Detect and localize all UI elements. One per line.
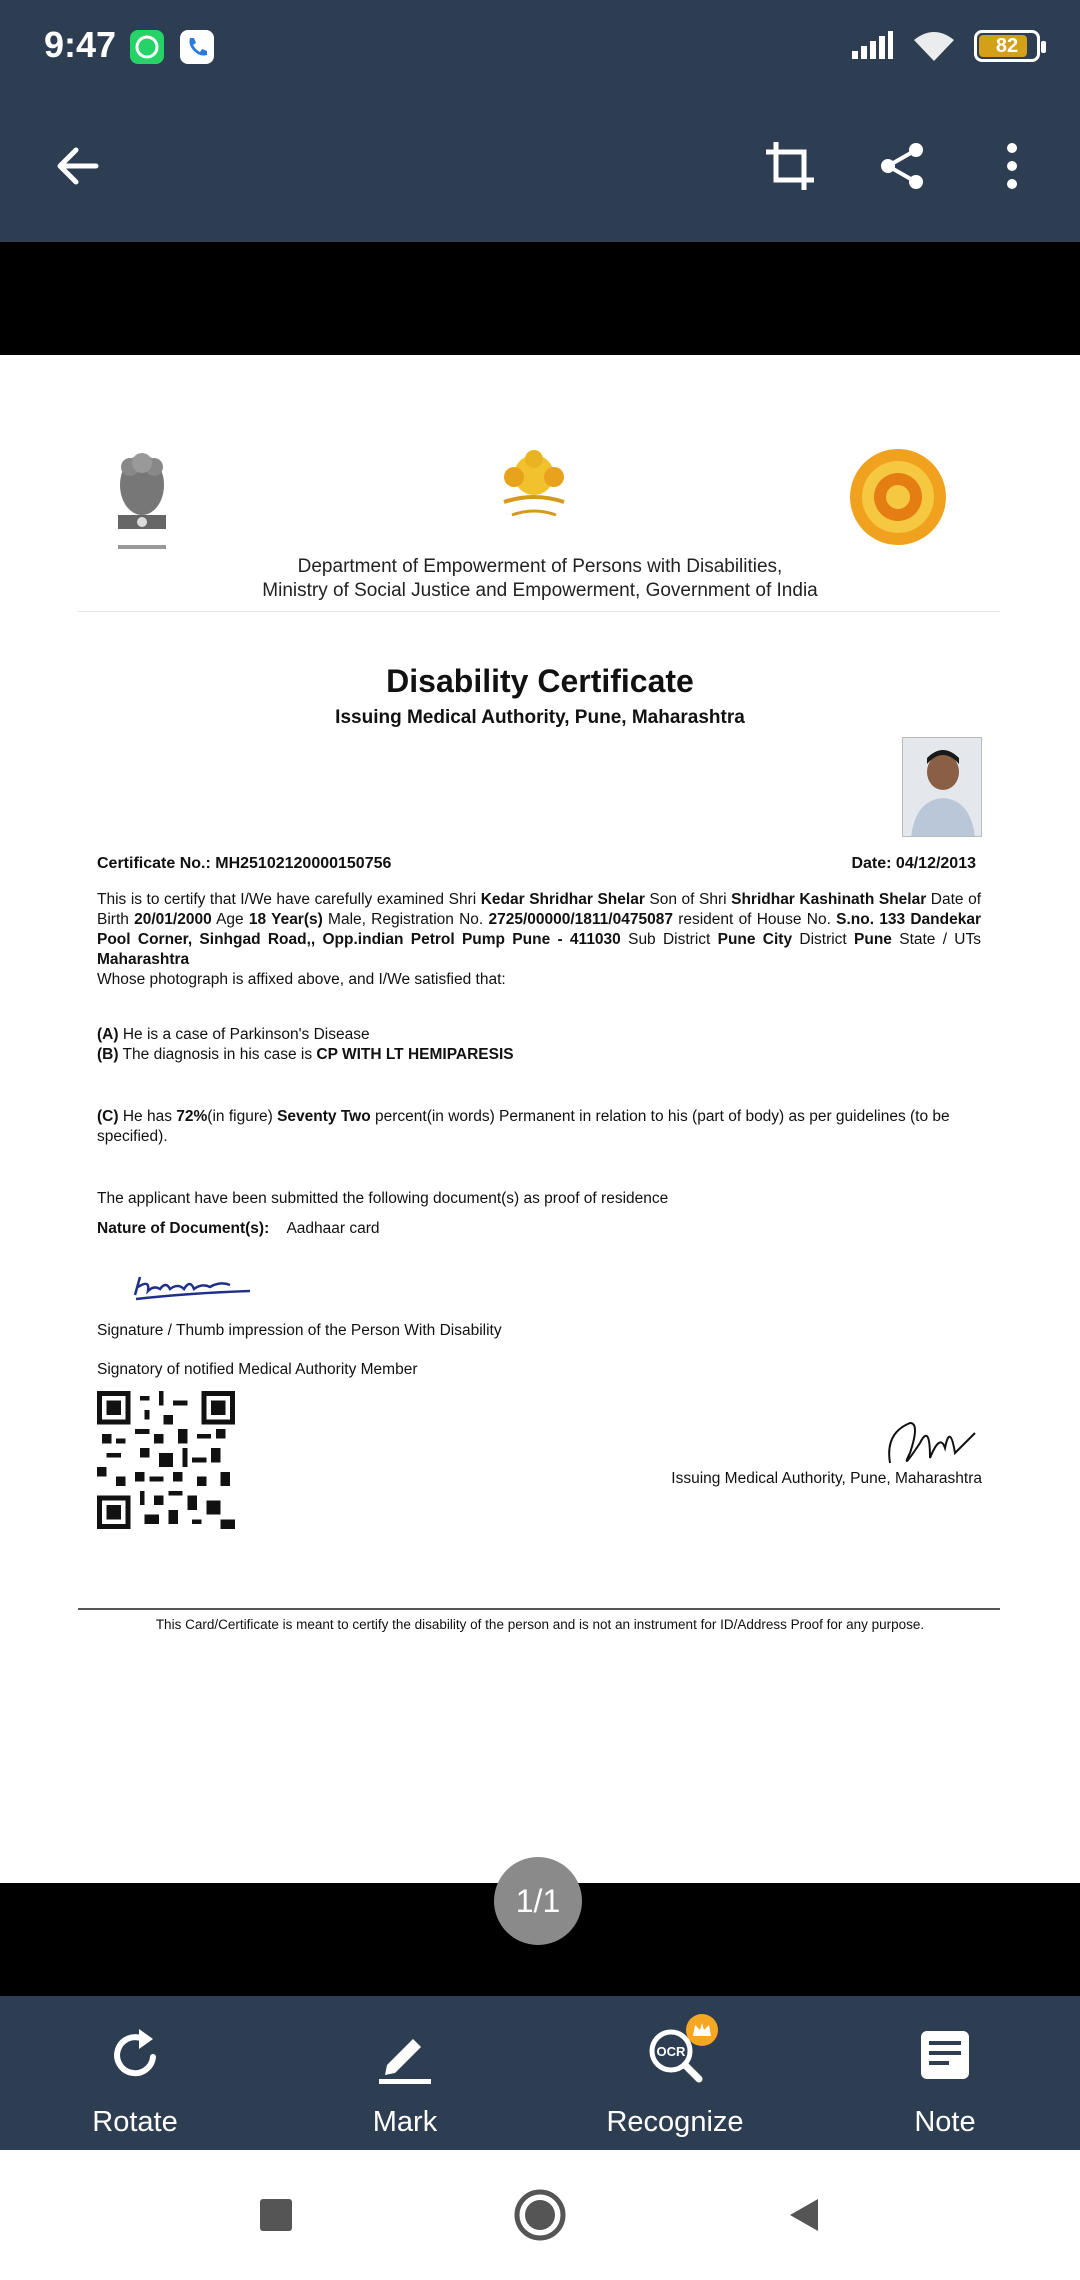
national-emblem-logo xyxy=(104,445,180,565)
applicant-name: Kedar Shridhar Shelar xyxy=(480,891,645,908)
recents-button[interactable] xyxy=(244,2183,308,2247)
home-button[interactable] xyxy=(508,2183,572,2247)
disclaimer: This Card/Certificate is meant to certify the disability of the person and is not an instrument for ID/Address Proof for any purpose. xyxy=(155,1617,925,1632)
home-circle-icon xyxy=(513,2188,567,2242)
divider xyxy=(78,611,1000,612)
certificate-page xyxy=(0,355,1080,1883)
district: Pune xyxy=(854,931,892,948)
triangle-back-icon xyxy=(784,2195,824,2235)
back-button[interactable] xyxy=(42,130,114,202)
recognize-label: Recognize xyxy=(606,2106,744,2138)
age: 18 Year(s) xyxy=(248,911,323,928)
certificate-subtitle: Issuing Medical Authority, Pune, Maharashtra xyxy=(335,707,745,728)
note-label: Note xyxy=(914,2106,976,2138)
recognize-button[interactable] xyxy=(540,1996,810,2150)
case-section: (A) He is a case of Parkinson's Disease (B) The diagnosis in his case is CP WITH LT HEMIPARESIS xyxy=(97,1026,514,1063)
more-options-button[interactable] xyxy=(976,130,1048,202)
maharashtra-seal-logo xyxy=(848,447,948,547)
square-icon xyxy=(258,2197,294,2233)
applicant-signature xyxy=(130,1255,270,1315)
nature-of-document: Nature of Document(s): Aadhaar card xyxy=(97,1220,380,1237)
diagnosis: CP WITH LT HEMIPARESIS xyxy=(316,1046,514,1063)
date-of-birth: 20/01/2000 xyxy=(134,911,212,928)
back-arrow-icon xyxy=(52,140,104,192)
disability-percentage: (C) He has 72%(in figure) Seventy Two percent(in words) Permanent in relation to his (part of body) as per guidelines (to be specified). xyxy=(97,1108,950,1145)
crop-button[interactable] xyxy=(754,130,826,202)
address: S.no. 133 Dandekar Pool Corner, Sinhgad Road,, Opp.indian Petrol Pump Pune - 411030 xyxy=(97,911,981,948)
father-name: Shridhar Kashinath Shelar xyxy=(731,891,927,908)
note-button[interactable] xyxy=(810,1996,1080,2150)
share-button[interactable] xyxy=(866,130,938,202)
status-time: 9:47 xyxy=(44,24,117,65)
authority-caption: Issuing Medical Authority, Pune, Maharashtra xyxy=(671,1470,982,1487)
sugamya-bharat-logo xyxy=(484,447,584,533)
back-nav-button[interactable] xyxy=(772,2183,836,2247)
phone-call-icon xyxy=(180,30,214,64)
app-bar xyxy=(0,90,1080,242)
certificate-title: Disability Certificate xyxy=(386,663,694,699)
note-icon xyxy=(915,2025,975,2085)
residence-proof-text: The applicant have been submitted the following document(s) as proof of residence xyxy=(97,1190,669,1207)
more-vert-icon xyxy=(1002,140,1022,192)
bottom-toolbar xyxy=(0,1996,1080,2150)
certificate-number: Certificate No.: MH25102120000150756 xyxy=(97,855,392,872)
signatory-caption: Signatory of notified Medical Authority Member xyxy=(97,1361,418,1378)
share-icon xyxy=(876,140,928,192)
battery-level: 82 xyxy=(995,34,1019,57)
crop-icon xyxy=(762,138,818,194)
system-nav-bar xyxy=(0,2150,1080,2280)
page-indicator: 1/1 xyxy=(494,1857,582,1945)
premium-crown-icon xyxy=(686,2014,718,2046)
mark-label: Mark xyxy=(372,2106,438,2138)
svg-text:OCR: OCR xyxy=(656,2044,686,2059)
department-line-1: Department of Empowerment of Persons with Disabilities, xyxy=(297,556,783,577)
rotate-icon xyxy=(103,2023,167,2087)
rotate-label: Rotate xyxy=(92,2106,178,2138)
pen-icon xyxy=(373,2023,437,2087)
state: Maharashtra xyxy=(97,951,190,968)
rotate-button[interactable] xyxy=(0,1996,270,2150)
qr-code[interactable] xyxy=(97,1391,235,1529)
certificate-date: Date: 04/12/2013 xyxy=(851,855,976,872)
sub-district: Pune City xyxy=(717,931,793,948)
whatsapp-icon xyxy=(130,30,164,64)
battery-icon xyxy=(974,30,1040,62)
registration-number: 2725/00000/1811/0475087 xyxy=(488,911,673,928)
document-viewer[interactable] xyxy=(0,242,1080,1919)
department-line-2: Ministry of Social Justice and Empowerment, Government of India xyxy=(262,580,818,601)
applicant-photo xyxy=(902,737,982,837)
wifi-icon xyxy=(912,30,956,62)
signal-icon xyxy=(850,31,894,61)
signature-caption: Signature / Thumb impression of the Person With Disability xyxy=(97,1322,502,1339)
status-bar xyxy=(0,0,1080,90)
certification-paragraph: This is to certify that I/We have carefully examined Shri Kedar Shridhar Shelar Son of Shri Shridhar Kashinath Shelar Date of Birth 20/01/2000 Age 18 Year(s) Male, Registration No. 2725/00000/1811/0475087 resident of House No. S.no. 133 Dandekar Pool Corner, Sinhgad Road,, Opp.indian Petrol Pump Pune - 411030 Sub District Pune City District Pune State / UTs Maharashtra Whose photograph is affixed above, and I/We satisfied that: xyxy=(97,891,982,988)
mark-button[interactable] xyxy=(270,1996,540,2150)
footer-divider xyxy=(78,1608,1000,1610)
